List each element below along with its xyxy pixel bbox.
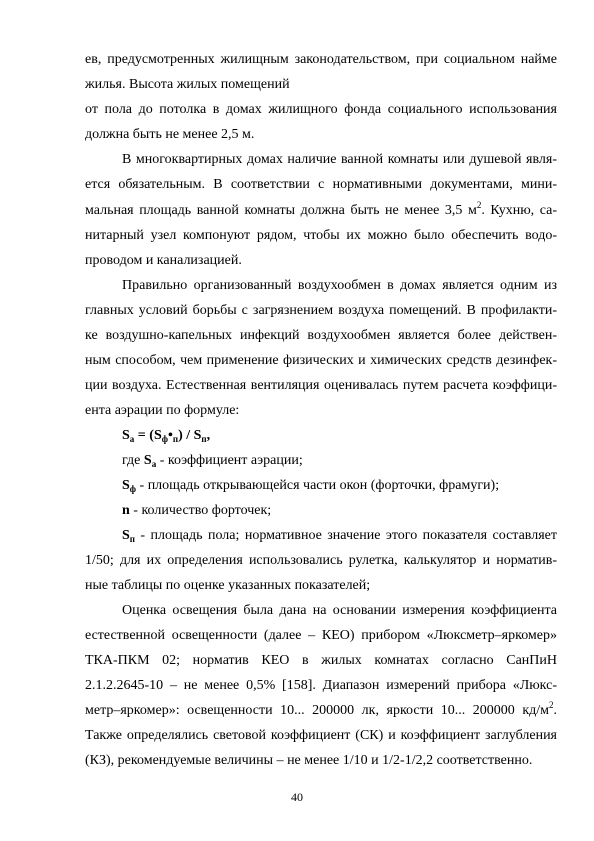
- text-line: проводом и канализацией.: [85, 253, 242, 268]
- text-line: жилья. Высота жилых помещений: [85, 77, 290, 92]
- definition-sf: $S_ф$ - площадь открывающейся части окон (форточки, фрамуги);: [122, 478, 500, 494]
- aeration-formula: $S_а$ = $(S_ф•_п) / S_п$,: [122, 428, 211, 444]
- paragraph-first-line: В многоквартирных домах наличие ванной комнаты или душевой явля-: [122, 152, 557, 167]
- text-line: метр–яркомер»: освещенности 10... 200000 лк, яркости 10... 200000 $кд/м^2$.: [85, 700, 557, 718]
- text-line: ные таблицы по оценке указанных показателей;: [85, 578, 371, 593]
- text-line: ется обязательным. В соответствии с нормативными документами, мини-: [85, 177, 557, 192]
- text-line: ТКА-ПКМ 02; норматив КЕО в жилых комнатах согласно СанПиН: [85, 653, 557, 668]
- text-line: (КЗ), рекомендуемые величины – не менее 1/10 и 1/2-1/2,2 соответственно.: [85, 753, 533, 768]
- text-line: ции воздуха. Естественная вентиляция оценивалась путем расчета коэффици-: [85, 378, 557, 393]
- definition-sn: $S_п$ - площадь пола; нормативное значение этого показателя составляет: [122, 528, 557, 544]
- page-number: 40: [291, 790, 303, 804]
- text-line: от пола до потолка в домах жилищного фонда социального использования: [85, 102, 557, 117]
- text-line: нитарный узел компонуют рядом, чтобы их можно было обеспечить водо-: [85, 228, 557, 243]
- paragraph-first-line: Оценка освещения была дана на основании измерения коэффициента: [122, 603, 557, 618]
- definition-sa: где $S_а$ - коэффициент аэрации;: [122, 453, 303, 469]
- text-line: ев, предусмотренных жилищным законодательством, при социальном найме: [85, 52, 557, 67]
- paragraph-first-line: Правильно организованный воздухообмен в домах является одним из: [122, 278, 557, 293]
- text-line: мальная площадь ванной комнаты должна быть не менее 3,5 $м^2$. Кухню, са-: [85, 200, 557, 218]
- definition-n: n - количество форточек;: [122, 503, 272, 518]
- text-line: должна быть не менее 2,5 м.: [85, 127, 255, 142]
- text-line: 2.1.2.2645-10 – не менее 0,5% [158]. Диапазон измерений прибора «Люкс-: [85, 678, 557, 693]
- text-line: ным способом, чем применение физических и химических средств дезинфек-: [85, 353, 557, 368]
- text-line: главных условий борьбы с загрязнением воздуха помещений. В профилакти-: [85, 303, 557, 318]
- text-line: 1/50; для их определения использовались рулетка, калькулятор и норматив-: [85, 553, 557, 568]
- text-line: Также определялись световой коэффициент (СК) и коэффициент заглубления: [85, 728, 557, 743]
- text-line: ента аэрации по формуле:: [85, 403, 240, 418]
- text-line: естественной освещенности (далее – КЕО) прибором «Люксметр–яркомер»: [85, 628, 557, 643]
- text-line: ке воздушно-капельных инфекций воздухообмен является более действен-: [85, 328, 557, 343]
